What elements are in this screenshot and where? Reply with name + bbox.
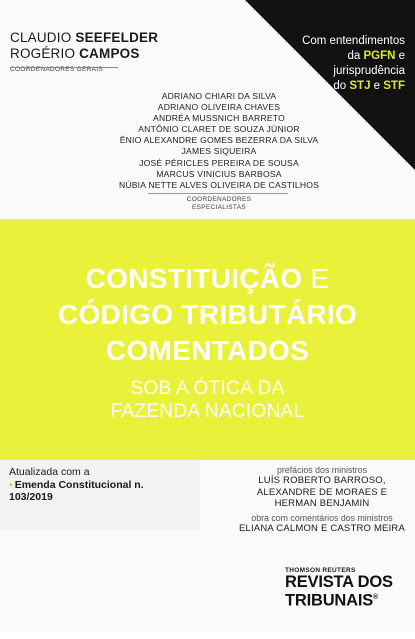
publisher-parent: THOMSON REUTERS	[285, 567, 356, 574]
registered-mark-icon: ®	[373, 594, 379, 601]
update-amendment-number: 103/2019	[9, 491, 53, 503]
coordinator-first-name: CLAUDIO	[10, 30, 76, 45]
update-line-3	[9, 491, 144, 504]
specialists-role	[100, 196, 338, 212]
commentaries-names: ELIANA CALMON E CASTRO MEIRA	[238, 522, 406, 534]
bullet-icon: •	[9, 478, 13, 491]
prefaces-names-1: LUÍS ROBERTO BARROSO,	[258, 475, 386, 486]
title-word-constituicao: CONSTITUIÇÃO	[85, 263, 303, 294]
coordinator-name-1	[10, 30, 158, 46]
prefaces-label: prefácios dos ministros	[277, 465, 367, 475]
specialist-name: MARCUS VINICIUS BARBOSA	[156, 168, 282, 179]
commentaries-label: obra com comentários dos ministros	[251, 512, 393, 523]
prefaces	[232, 465, 412, 534]
update-line-2	[9, 479, 144, 492]
corner-text-post: e	[395, 50, 405, 62]
corner-line-3: jurisprudência	[333, 65, 405, 77]
coordinator-first-name: ROGÉRIO	[10, 46, 80, 61]
update-amendment: Emenda Constitucional n.	[14, 478, 144, 491]
specialists-role-line-2: ESPECIALISTAS	[192, 203, 246, 211]
specialist-name: ADRIANO CHIARI DA SILVA	[161, 91, 277, 101]
specialist-name: ADRIANO OLIVEIRA CHAVES	[157, 102, 281, 113]
corner-highlight-stj: STJ	[349, 80, 371, 92]
corner-line-1: Com entendimentos	[302, 35, 405, 47]
corner-text-pre2: do	[333, 80, 350, 92]
specialist-name: NÚBIA NETTE ALVES OLIVEIRA DE CASTILHOS	[118, 179, 320, 190]
publisher-name-tribunais: TRIBUNAIS	[285, 591, 374, 610]
corner-highlight-pgfn: PGFN	[363, 50, 396, 62]
coordinator-name-2	[10, 46, 158, 62]
title-word-e: E	[302, 263, 330, 294]
specialist-name: JAMES SIQUEIRA	[181, 146, 257, 157]
bottom-edge	[0, 631, 415, 639]
corner-text-pre: da	[347, 50, 364, 62]
title-line-2: CÓDIGO TRIBUTÁRIO	[57, 299, 358, 330]
subtitle-line-1: SOB A ÓTICA DA	[130, 378, 285, 399]
coordinators-divider	[10, 67, 118, 68]
specialist-name: ANDRÉA MUSSNICH BARRETO	[153, 113, 285, 124]
coordinator-last-name: SEEFELDER	[75, 30, 159, 45]
corner-note	[245, 34, 405, 94]
coordinators-role: COORDENADORES GERAIS	[10, 66, 104, 73]
corner-highlight-stf: STF	[383, 80, 405, 92]
coordinator-last-name: CAMPOS	[79, 46, 140, 61]
publisher-name-line-2	[285, 590, 405, 609]
specialist-name: ÊNIO ALEXANDRE GOMES BEZERRA DA SILVA	[119, 135, 319, 146]
update-line-1: Atualizada com a	[9, 466, 90, 478]
prefaces-names-2: ALEXANDRE DE MORAES E	[256, 486, 388, 498]
specialists-role-line-1: COORDENADORES	[186, 195, 252, 203]
prefaces-names-3: HERMAN BENJAMIN	[274, 498, 370, 509]
publisher-logo	[285, 567, 405, 609]
subtitle-line-2: FAZENDA NACIONAL	[110, 401, 305, 422]
specialists-divider	[148, 193, 288, 194]
title-line-1	[0, 264, 415, 293]
corner-text-mid: e	[370, 80, 384, 92]
corner-line-2	[245, 49, 405, 64]
publisher-name-line-1: REVISTA DOS	[285, 573, 393, 591]
update-note	[9, 466, 144, 504]
title-line-3: COMENTADOS	[105, 335, 310, 366]
specialist-name: ANTÔNIO CLARET DE SOUZA JÚNIOR	[138, 124, 300, 135]
specialist-name: JOSÉ PÉRICLES PEREIRA DE SOUSA	[139, 157, 299, 168]
